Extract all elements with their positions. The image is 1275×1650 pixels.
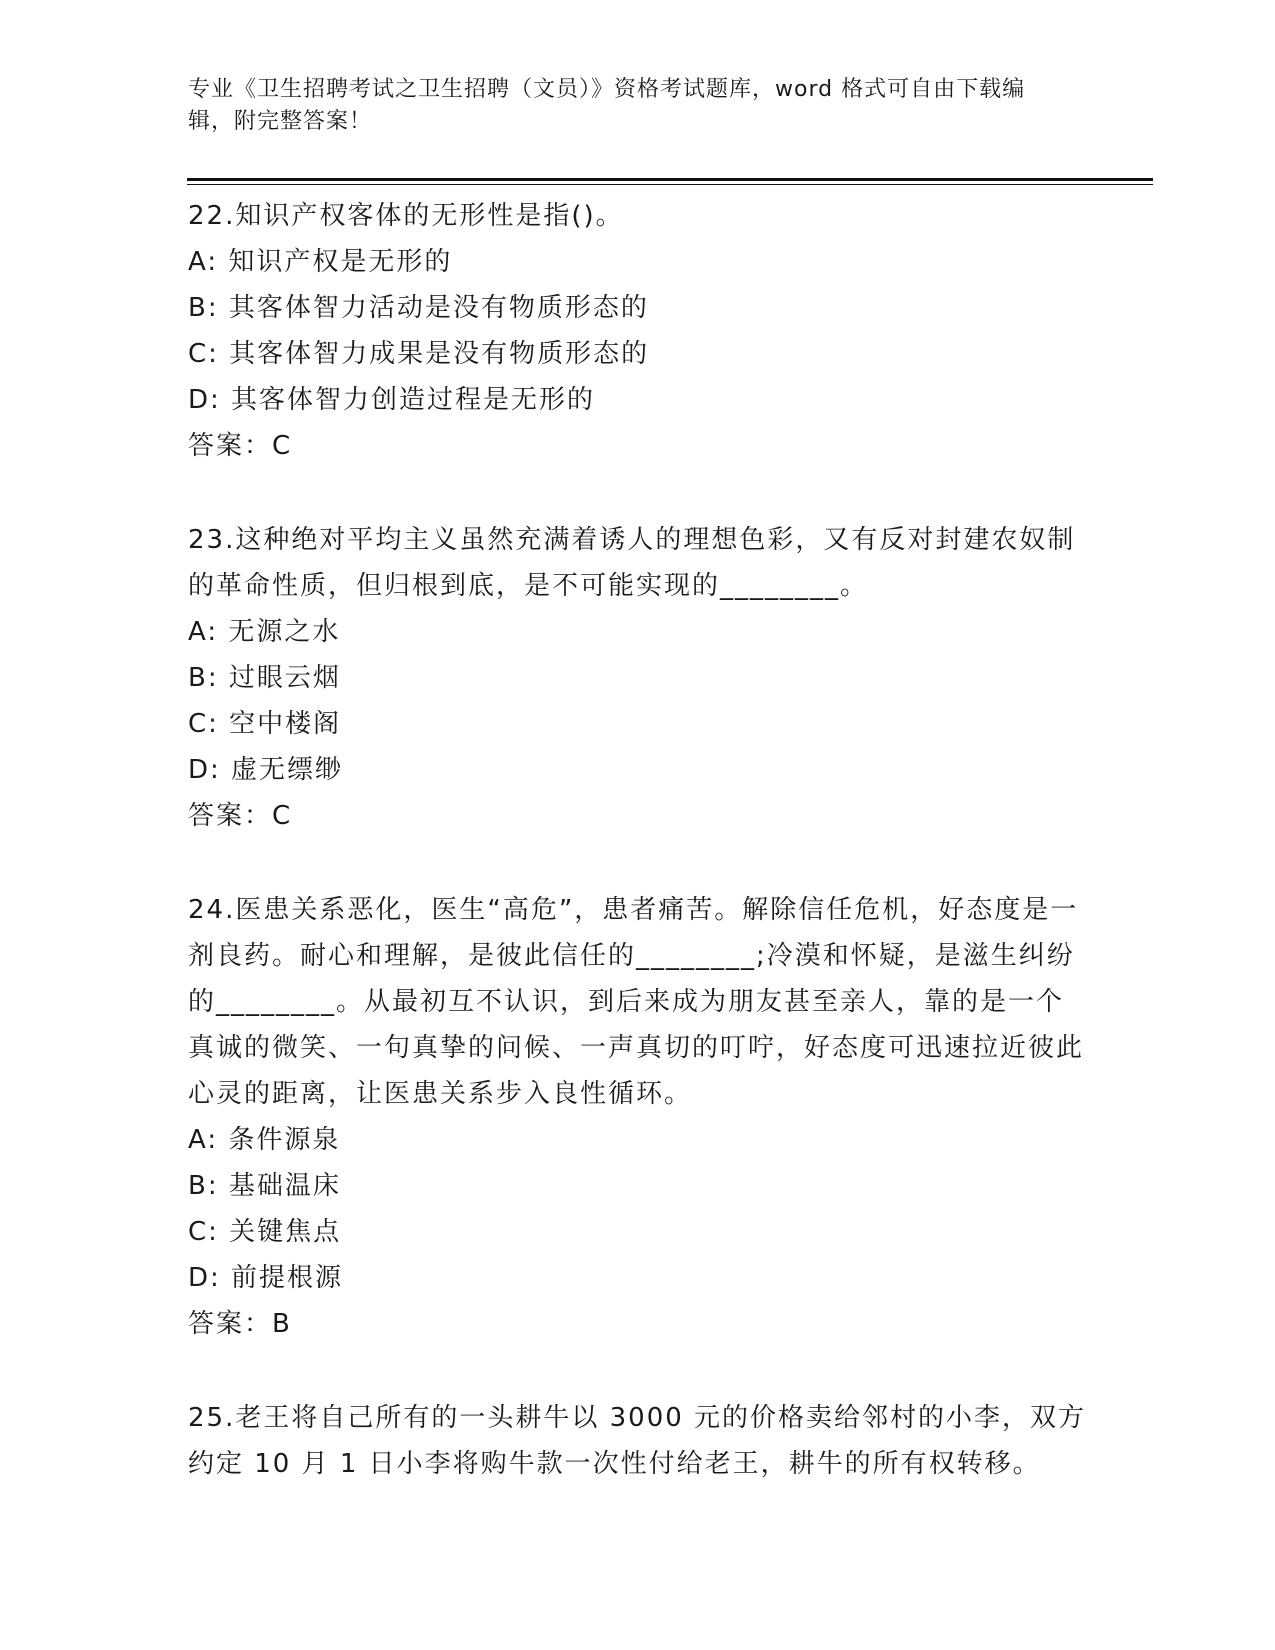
question-23	[188, 517, 1088, 839]
option-c: C: 空中楼阁	[188, 709, 342, 739]
option-a: A: 无源之水	[188, 617, 341, 647]
option-d: D: 虚无缥缈	[188, 755, 344, 785]
question-stem: 24.医患关系恶化，医生“高危”，患者痛苦。解除信任危机，好态度是一剂良药。耐心和理解，是彼此信任的________;冷漠和怀疑，是滋生纠纷的________。从最初互不认识，到后来成为朋友甚至亲人，靠的是一个真诚的微笑、一句真挚的问候、一声真切的叮咛，好态度可迅速拉近彼此心灵的距离，让医患关系步入良性循环。	[188, 895, 1085, 1109]
spacer	[188, 1347, 1088, 1395]
option-a: A: 条件源泉	[188, 1125, 341, 1155]
spacer	[188, 469, 1088, 517]
document-header: 专业《卫生招聘考试之卫生招聘（文员）》资格考试题库，word 格式可自由下载编辑，附完整答案！	[188, 77, 1026, 134]
question-22	[188, 193, 1088, 469]
option-c: C: 关键焦点	[188, 1217, 342, 1247]
option-d: D: 前提根源	[188, 1263, 344, 1293]
header-rule-thick	[187, 178, 1153, 181]
question-24	[188, 887, 1088, 1347]
question-stem: 23.这种绝对平均主义虽然充满着诱人的理想色彩，又有反对封建农奴制的革命性质，但归根到底，是不可能实现的________。	[188, 525, 1076, 601]
option-a: A: 知识产权是无形的	[188, 247, 453, 277]
option-d: D: 其客体智力创造过程是无形的	[188, 385, 596, 415]
answer: 答案：C	[188, 431, 293, 461]
option-b: B: 其客体智力活动是没有物质形态的	[188, 293, 649, 323]
question-stem: 22.知识产权客体的无形性是指()。	[188, 201, 624, 231]
header-rule-thin	[187, 184, 1153, 185]
answer: 答案：C	[188, 801, 293, 831]
option-b: B: 过眼云烟	[188, 663, 341, 693]
option-c: C: 其客体智力成果是没有物质形态的	[188, 339, 650, 369]
question-list	[188, 193, 1088, 1487]
question-25	[188, 1395, 1088, 1487]
spacer	[188, 839, 1088, 887]
answer: 答案：B	[188, 1309, 292, 1339]
option-b: B: 基础温床	[188, 1171, 341, 1201]
question-stem: 25.老王将自己所有的一头耕牛以 3000 元的价格卖给邻村的小李，双方约定 10 月 1 日小李将购牛款一次性付给老王，耕牛的所有权转移。	[188, 1403, 1087, 1479]
